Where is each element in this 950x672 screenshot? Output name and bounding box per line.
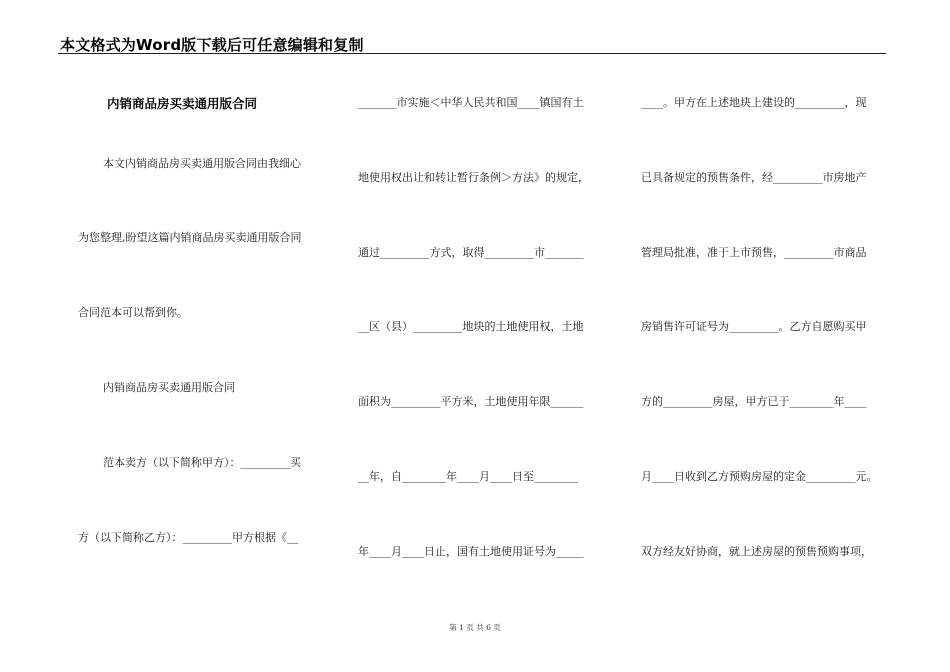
col3-line-1: ____。甲方在上述地块上建设的_________，现	[641, 96, 867, 109]
col2-line-2: 地使用权出让和转让暂行条例＞方法》的规定，	[358, 171, 589, 184]
col3-line-5: 方的_________房屋，甲方已于________年____	[641, 395, 867, 408]
col3-line-6: 月____日收到乙方预购房屋的定金_________元。	[641, 470, 878, 483]
col2-line-3: 通过_________方式，取得_________市_______	[358, 246, 584, 259]
col1-line-1: 本文内销商品房买卖通用版合同由我细心	[103, 157, 301, 170]
col1-line-4: 内销商品房买卖通用版合同	[103, 381, 235, 394]
contract-title: 内销商品房买卖通用版合同	[107, 96, 258, 111]
col2-line-7: 年____月____日止，国有土地使用证号为_____	[358, 545, 584, 558]
col2-line-1: _______市实施＜中华人民共和国____镇国有土	[358, 96, 584, 109]
col3-line-4: 房销售许可证号为_________。乙方自愿购买甲	[641, 320, 867, 333]
col2-line-4: __区（县）_________地块的土地使用权，土地	[358, 320, 584, 333]
col3-line-7: 双方经友好协商，就上述房屋的预售预购事项，	[641, 545, 872, 558]
col1-line-6: 方（以下简称乙方）：_________甲方根据《__	[78, 531, 298, 544]
col1-line-2: 为您整理,盼望这篇内销商品房买卖通用版合同	[78, 231, 302, 244]
col1-line-5: 范本卖方（以下简称甲方）：_________买	[103, 456, 301, 469]
document-header: 本文格式为Word版下载后可任意编辑和复制	[60, 36, 364, 54]
col2-line-6: __年，自________年____月____日至________	[358, 470, 578, 483]
col2-line-5: 面积为_________平方米，土地使用年限______	[358, 395, 584, 408]
col1-line-3: 合同范本可以帮到你。	[78, 306, 188, 319]
col3-line-2: 已具备规定的预售条件，经_________市房地产	[641, 171, 867, 184]
header-divider	[58, 53, 886, 54]
col3-line-3: 管理局批准，准于上市预售，_________市商品	[641, 246, 867, 259]
page-number: 第 1 页 共 6 页	[449, 623, 501, 632]
